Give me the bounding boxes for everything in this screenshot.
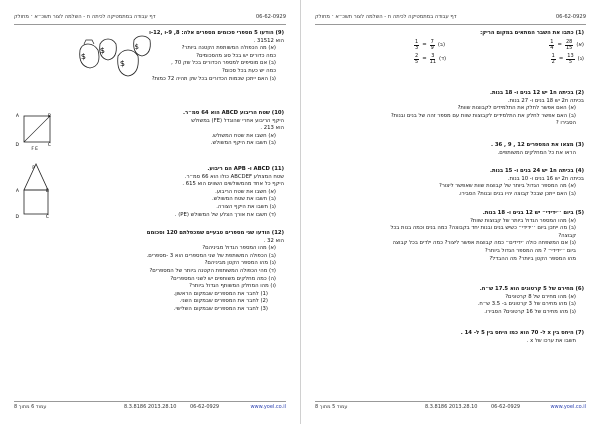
left-footer: [14, 401, 286, 412]
q7-line: (7) היחס בין x ל- 70 הוא כמו היחס בין 5 ל- 14 .: [460, 330, 584, 336]
q5-line: ביום ׳׳ידידי״ ? מה המספר הגדול ביותר?: [484, 247, 576, 254]
fraction-item: (א) $\frac{28}{15}$ = $\frac{1}{4}$: [550, 38, 584, 52]
q12-line: הוא 32 .: [263, 237, 284, 244]
question-3: [315, 142, 584, 157]
q11-line: (ג) חשבו את היקף הצורה.: [216, 203, 276, 210]
q6-line: (א) מהו מחירם של 8 קרטונים?: [505, 293, 576, 300]
fraction-item: (ג) $\frac{13}{5}$ = $\frac{1}{2}$: [551, 52, 584, 66]
q12-line: (ב) הכפולה המשותפת של שני המספרים הוא 3 -מספרים.: [146, 252, 276, 259]
vertex-label: E: [35, 147, 38, 152]
money-bag-icon: [134, 36, 151, 56]
q11-line: (11) ABCD ו- APB הם ריבוע.: [207, 166, 284, 172]
footer-date: 8.3.8186 2013.28.10: [425, 404, 478, 410]
q11-line: (ד) חשבו את אורך הצלע של המשולש (PE) .: [174, 211, 276, 218]
q2-line: (2) בכיתה ח1 יש 12 בנים ו- 18 בנות.: [490, 90, 584, 96]
vertex-label: B: [45, 189, 49, 194]
q4-line: בכיתה ח2 יש 16 בנים ו- 10 בנות.: [507, 175, 584, 182]
diagonal-line: [24, 116, 50, 142]
left-header: [14, 12, 286, 25]
q12-line: (12) הודעו שני מספרים טבעיים שמכפלתם 120 וסכומם: [146, 230, 284, 236]
house-shape-figure: [15, 162, 54, 220]
vertex-label: B: [47, 114, 51, 119]
footer-date: 8.3.8186 2013.28.10: [124, 404, 177, 410]
bag-symbol: $: [119, 59, 125, 68]
q4-line: (א) מה המספר הגדול ביותר של קבוצות שוות שאפשר ליצור?: [439, 183, 576, 190]
vertex-label: F: [31, 147, 34, 152]
footer-site-link[interactable]: www.yoel.co.il: [250, 404, 286, 410]
q9-line: (9) הודעו 5 מספרי סכומים מספרים אלה: 8, 9-ו ,12-ו: [149, 30, 284, 36]
right-content: [315, 30, 584, 398]
q11-line: היקף כל אחד מהמשולשים השווים הוא 615 .: [182, 181, 284, 188]
q9-line: כמה יש כעת בכל סכום?: [221, 67, 276, 74]
header-code: 06-62-0929: [255, 14, 286, 20]
q12-line: (ג) מהו המספר הקטן מביניהם?: [204, 260, 276, 267]
q9-line: (ג) האם ייתכן שכמות הכדורים בכל שק תהיה 72 כמות?: [151, 75, 276, 82]
vertex-label: P: [32, 166, 35, 171]
fraction-row: [414, 54, 584, 66]
q10-line: (ב) חשבו את היקף המשולש.: [210, 140, 276, 147]
q2-line: בכיתה ח2 יש 18 בנים ו- 27 בנות.: [507, 97, 584, 104]
q5-line: (5) ביום ׳׳ידידי״ יש 12 בנים ו- 18 בנות.: [482, 210, 584, 216]
footer-site-link[interactable]: www.yoel.co.il: [550, 404, 586, 410]
q10-line: (א) חשבו את שטח המשולש.: [211, 132, 276, 139]
q3-line: הראו את כל המחלקים המשותפים.: [497, 149, 576, 156]
question-6: [315, 286, 584, 316]
bag-symbol: $: [80, 52, 86, 61]
q11-line: שטח המצולע ABCDEF כולו הוא 66 סמ״ר.: [184, 173, 284, 180]
question-11: [14, 166, 284, 219]
fraction-row: [414, 40, 584, 52]
q2-line: הסבירו ?: [555, 120, 576, 127]
fraction-item: (ד) $\frac{3}{11}$ = $\frac{2}{5}$: [415, 52, 447, 66]
vertex-label: A: [15, 114, 19, 119]
q12-line: (א) מהו המספר הגדול מביניהם?: [202, 245, 276, 252]
square-triangle-figure: [15, 112, 58, 152]
fraction: $\frac{3}{11}$: [429, 52, 437, 66]
fraction-item: (ב) $\frac{7}{9}$ = $\frac{1}{3}$: [415, 38, 446, 52]
question-7: [315, 330, 584, 345]
q12-line: (ד) מהי הכפולה המשותפת הקטנה ביותר של המספרים?: [149, 267, 276, 274]
q4-line: (4) בכיתה ח1 יש 24 בנים ו- 15 בנות.: [490, 168, 584, 174]
q7-line: חשבו את ערכו של x .: [526, 337, 576, 344]
question-1: [315, 30, 584, 68]
q10-line: (10) שטח הריבוע ABCD הוא 64 סמ״ר.: [182, 110, 284, 116]
money-bag-icon: [80, 40, 99, 68]
q12-subitem: (1) לחבר את המספרים שבמקום הראשון.: [173, 290, 268, 297]
right-header: [315, 12, 586, 25]
header-title: דף עבודה במתמטיקה לכיתה ח - השלמה לצור תשכ״א ׳ מחולק: [315, 14, 457, 20]
q9-line: (ב) אם מוסיפים למספר הכדורים בכל שק 70 ,: [171, 60, 276, 67]
footer-code: 06-62-0929: [190, 404, 220, 410]
fraction: $\frac{2}{5}$: [415, 52, 419, 66]
vertex-label: D: [15, 143, 19, 148]
q6-line: (ב) מהו מחירם של 3 קרטונים ב- 3.5 ש״ח.: [477, 301, 576, 308]
q2-line: (ב) האם אפשר לחלק את התלמידים לקבוצות שוות עם מספר זהה של בנים ובנות?: [390, 112, 576, 119]
question-12: [14, 230, 284, 314]
q5-line: (ג) אם המשפחה כולה ׳ידידים״ כמה קבוצות אפשר ליצור? כמה ילדים בכל קבוצה: [392, 240, 576, 247]
fraction: $\frac{1}{4}$: [550, 38, 554, 52]
left-content: [14, 30, 284, 398]
bag-symbol: $: [99, 46, 105, 55]
q9-line: הוא 31512 .: [253, 37, 284, 44]
question-5: [315, 210, 584, 263]
bag-symbol: $: [134, 43, 139, 51]
vertex-label: A: [15, 189, 19, 194]
q1-line: (1) כתבו את השבר המתאים במקום הריק:: [480, 30, 584, 36]
q9-line: (א) מה הכפולה המשותפת הקטנה ביותר?: [181, 45, 276, 52]
q6-line: (ג) מהו מחירם של 16 קרטונים? הסבירו.: [484, 308, 576, 315]
q4-line: (ב) האם ייתכן שבכל קבוצה יהיו בנים ובנות? הסבירו.: [458, 190, 576, 197]
vertex-label: C: [45, 215, 49, 220]
q12-subitem: (3) לחבר את המספרים שבמקום השלישי.: [173, 305, 268, 312]
money-bag-icon: [100, 39, 117, 60]
q10-line: היקף הריבוע אחרי שהוגדל (FE) במשולש: [191, 117, 284, 124]
header-title: דף עבודה במתמטיקה לכיתה ח - השלמה לצור תשכ״א ׳ מחולק: [14, 14, 156, 20]
q12-line: (ו) מהו המחלק המשותף הגדול ביותר?: [189, 283, 276, 290]
money-bag-icon: [118, 50, 139, 76]
q9-line: כמה כדורים יש בכל סוג מהסכומים?: [196, 52, 276, 59]
page-number: עמוד 5 מתוך 8: [315, 404, 348, 410]
fraction: $\frac{1}{3}$: [415, 38, 419, 52]
vertex-label: C: [47, 143, 51, 148]
page-number: עמוד 6 מתוך 8: [14, 404, 47, 410]
q5-line: קבוצה?: [558, 232, 576, 239]
money-bags-illustration: [76, 34, 154, 80]
q6-line: (6) מחירם של 5 קרטונים הוא 17.5 ש״ח.: [479, 286, 584, 292]
q3-line: (3) מצאו את המספרים 12 , 9 , 36 .: [490, 142, 584, 148]
q10-line: הוא 213 .: [260, 125, 284, 132]
footer-code: 06-62-0929: [491, 404, 521, 410]
q5-line: (ב) מה ייתכן ביום ׳׳ידידי״ כשיש בנים ובנות יחד בקבוצה? כמה בנים וכמה בנות בכל: [390, 225, 576, 232]
fraction: $\frac{28}{15}$: [565, 38, 573, 52]
right-page: [300, 0, 600, 424]
q2-line: (א) האם אפשר לחלק את התלמידים לקבוצות שוות?: [457, 105, 576, 112]
question-2: [315, 90, 584, 128]
q11-line: (א) חשבו את שטח הריבוע.: [215, 188, 276, 195]
square-shape: [24, 190, 48, 214]
fraction: $\frac{7}{9}$: [430, 38, 434, 52]
vertex-label: D: [15, 215, 19, 220]
triangle-shape: [24, 164, 48, 190]
q5-line: (א) מהו המספר הגדול ביותר של קבוצות שוות?: [470, 217, 576, 224]
fraction: $\frac{13}{5}$: [567, 52, 574, 66]
q12-line: (ה) כמה מחלקים משותפים יש לשני המספרים?: [170, 275, 276, 282]
header-code: 06-62-0929: [555, 14, 586, 20]
q11-line: (ב) חשבו את שטח המשולש.: [211, 196, 276, 203]
fraction: $\frac{1}{2}$: [551, 52, 555, 66]
q12-subitem: (2) לחבר את המספרים שבמקום השני.: [179, 298, 268, 305]
q5-line: מהו המספר הקטן ביותר? מה ההבדל?: [489, 255, 576, 262]
question-4: [315, 168, 584, 198]
right-footer: [315, 401, 586, 412]
